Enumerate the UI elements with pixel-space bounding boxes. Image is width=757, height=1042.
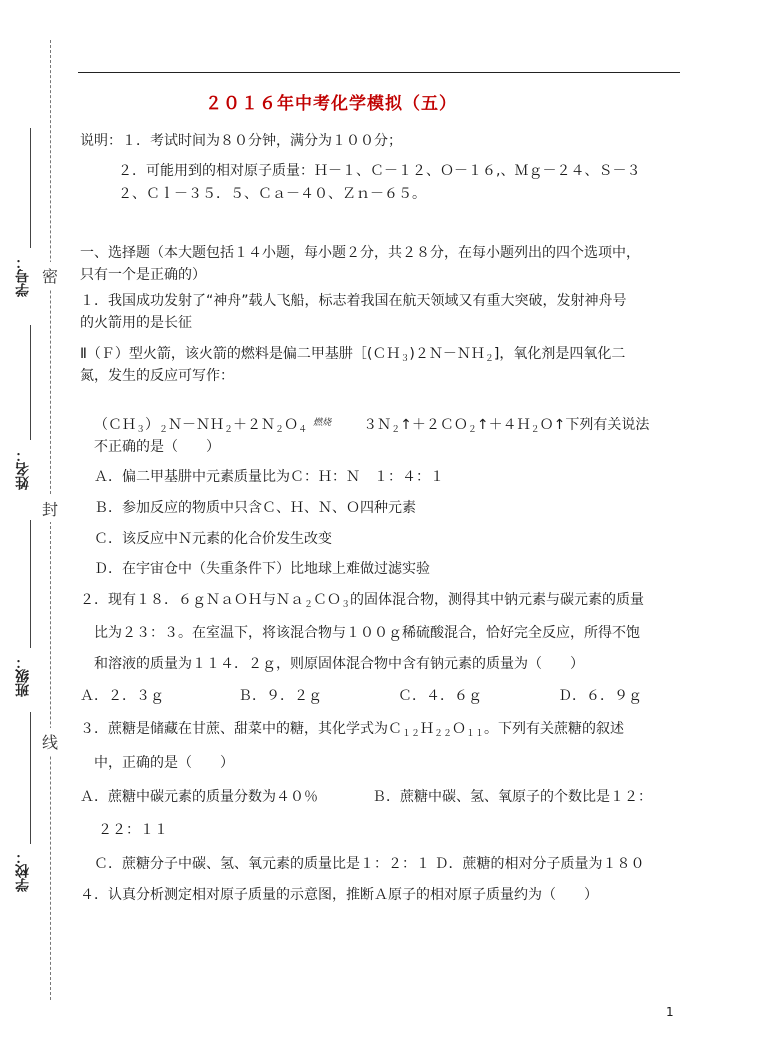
q1-chemical-equation: $(CH_3)_2N-NH_2+2N_2O_4$ 燃烧 ３Ｎ$_2$↑＋２ＣＯ$_2$↑＋４Ｈ$_2$Ｏ↑下列有关说法 (94, 417, 650, 435)
q1-stem-line-3: Ⅱ（Ｆ）型火箭，该火箭的燃料是偏二甲基肼［(ＣＨ$_3$)２Ｎ－ＮＨ$_2$]，氧化剂是四氧化二 (80, 346, 626, 364)
q3-option-a: Ａ．蔗糖中碳元素的质量分数为４０％ (80, 789, 318, 805)
q3-option-b-cont: ２２：１１ (98, 822, 168, 838)
page-number: 1 (666, 1005, 674, 1019)
student-id-blank (30, 128, 31, 248)
q3-options-c-d: Ｃ．蔗糖分子中碳、氢、氧元素的质量比是１：２：１ Ｄ．蔗糖的相对分子质量为１８０ (94, 856, 645, 872)
q3-option-b: Ｂ．蔗糖中碳、氢、氧原子的个数比是１２： (372, 789, 652, 805)
q1-option-d: Ｄ．在宇宙仓中（失重条件下）比地球上难做过滤实验 (94, 561, 430, 577)
q2-option-c: Ｃ．４．６ｇ (398, 688, 482, 704)
q1-stem-line-5: 不正确的是（ ） (94, 439, 220, 455)
class-blank (30, 520, 31, 648)
section-heading-line-2: 只有一个是正确的） (80, 267, 206, 283)
seal-char-xian: 线 (42, 728, 58, 755)
student-id-label: 学号： (15, 255, 31, 297)
q3-stem-line-1: ３．蔗糖是储藏在甘蔗、甜菜中的糖，其化学式为Ｃ$_{12}$Ｈ$_{22}$Ｏ$_{11}$。下列有关蔗糖的叙述 (80, 721, 625, 739)
intro-line-2: ２．可能用到的相对原子质量：Ｈ－１、Ｃ－１２、Ｏ－１６,、Ｍｇ－２４、Ｓ－３ (118, 163, 641, 179)
school-blank (30, 712, 31, 844)
school-label: 学校： (15, 850, 31, 892)
q4-stem: ４．认真分析测定相对原子质量的示意图，推断Ａ原子的相对原子质量约为（ ） (80, 887, 598, 903)
q2-stem-line-3: 和溶液的质量为１１４．２ｇ，则原固体混合物中含有钠元素的质量为（ ） (94, 656, 584, 672)
q2-option-d: Ｄ．６．９ｇ (558, 688, 642, 704)
q2-stem-line-2: 比为２３：３。在室温下，将该混合物与１００ｇ稀硫酸混合，恰好完全反应，所得不饱 (94, 625, 640, 641)
q1-option-a: Ａ．偏二甲基肼中元素质量比为Ｃ：Ｈ：Ｎ １：４：１ (94, 469, 444, 485)
page-title: ２０１６年中考化学模拟（五） (205, 94, 457, 114)
q1-stem-line-2: 的火箭用的是长征 (80, 315, 192, 331)
name-label: 姓名： (15, 448, 31, 490)
q1-stem-line-4: 氮，发生的反应可写作： (80, 368, 234, 384)
name-blank (30, 325, 31, 440)
seal-char-feng: 封 (42, 495, 58, 522)
intro-line-1: 说明：１．考试时间为８０分钟，满分为１００分； (80, 133, 402, 149)
top-rule (78, 72, 680, 73)
q3-stem-line-2: 中，正确的是（ ） (94, 755, 234, 771)
q2-stem-line-1: ２．现有１８．６ｇＮａＯＨ与Ｎａ$_2$ＣＯ$_3$的固体混合物，测得其中钠元素与碳元素的质量 (80, 592, 645, 610)
q2-option-b: Ｂ．９．２ｇ (238, 688, 322, 704)
q1-stem-line-1: １．我国成功发射了“神舟”载人飞船，标志着我国在航天领域又有重大突破，发射神舟号 (80, 293, 627, 309)
section-heading-line-1: 一、选择题（本大题包括１４小题，每小题２分，共２８分，在每小题列出的四个选项中， (80, 245, 640, 261)
q1-option-c: Ｃ．该反应中Ｎ元素的化合价发生改变 (94, 531, 332, 547)
seal-char-mi: 密 (42, 262, 58, 289)
intro-line-3: ２、Ｃｌ－３５．５、Ｃａ－４０、Ｚｎ－６５。 (118, 186, 426, 202)
q1-option-b: Ｂ．参加反应的物质中只含Ｃ、Ｈ、Ｎ、Ｏ四种元素 (94, 500, 416, 516)
q2-option-a: Ａ．２．３ｇ (80, 688, 164, 704)
class-label: 班级： (15, 655, 31, 697)
